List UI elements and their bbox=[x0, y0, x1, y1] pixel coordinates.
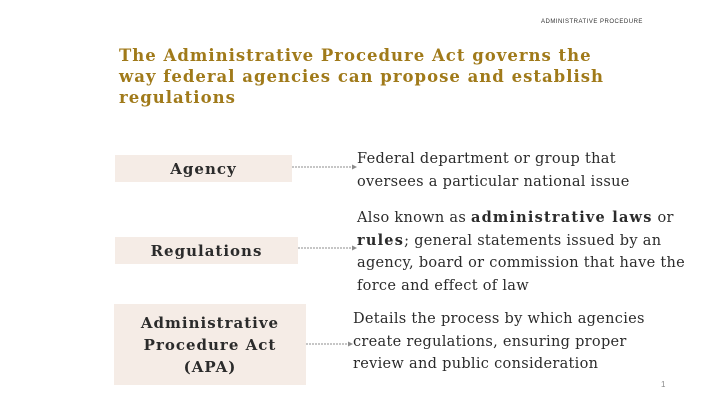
description-apa: Details the process by which agencies create regulations, ensuring proper review and public consideration bbox=[353, 311, 645, 372]
term-label-agency: Agency bbox=[170, 159, 237, 178]
connector-arrow-regulations bbox=[298, 244, 358, 252]
page-number: 1 bbox=[661, 380, 666, 389]
description-regulations-intro: Also known as bbox=[357, 210, 471, 226]
term-label-apa: Administrative Procedure Act (APA) bbox=[140, 313, 280, 376]
description-regulations-term-2: rules bbox=[357, 231, 405, 249]
connector-arrow-apa bbox=[306, 340, 354, 348]
description-regulations-term-1: administrative laws bbox=[471, 209, 653, 226]
description-regulations-or: or bbox=[652, 210, 674, 226]
description-regulations-rest: ; general statements issued by an agency, board or commission that have the force and effect of law bbox=[357, 232, 686, 294]
term-label-regulations: Regulations bbox=[150, 241, 263, 260]
term-box-agency bbox=[115, 155, 292, 182]
term-box-apa bbox=[114, 304, 306, 385]
description-agency: Federal department or group that oversees a particular national issue bbox=[357, 151, 630, 190]
connector-arrow-agency bbox=[292, 163, 358, 171]
term-box-regulations bbox=[115, 237, 298, 264]
description-regulations bbox=[357, 207, 687, 297]
slide-title: The Administrative Procedure Act governs the way federal agencies can propose and establish regulations bbox=[119, 46, 605, 107]
section-label: ADMINISTRATIVE PROCEDURE bbox=[541, 19, 643, 25]
